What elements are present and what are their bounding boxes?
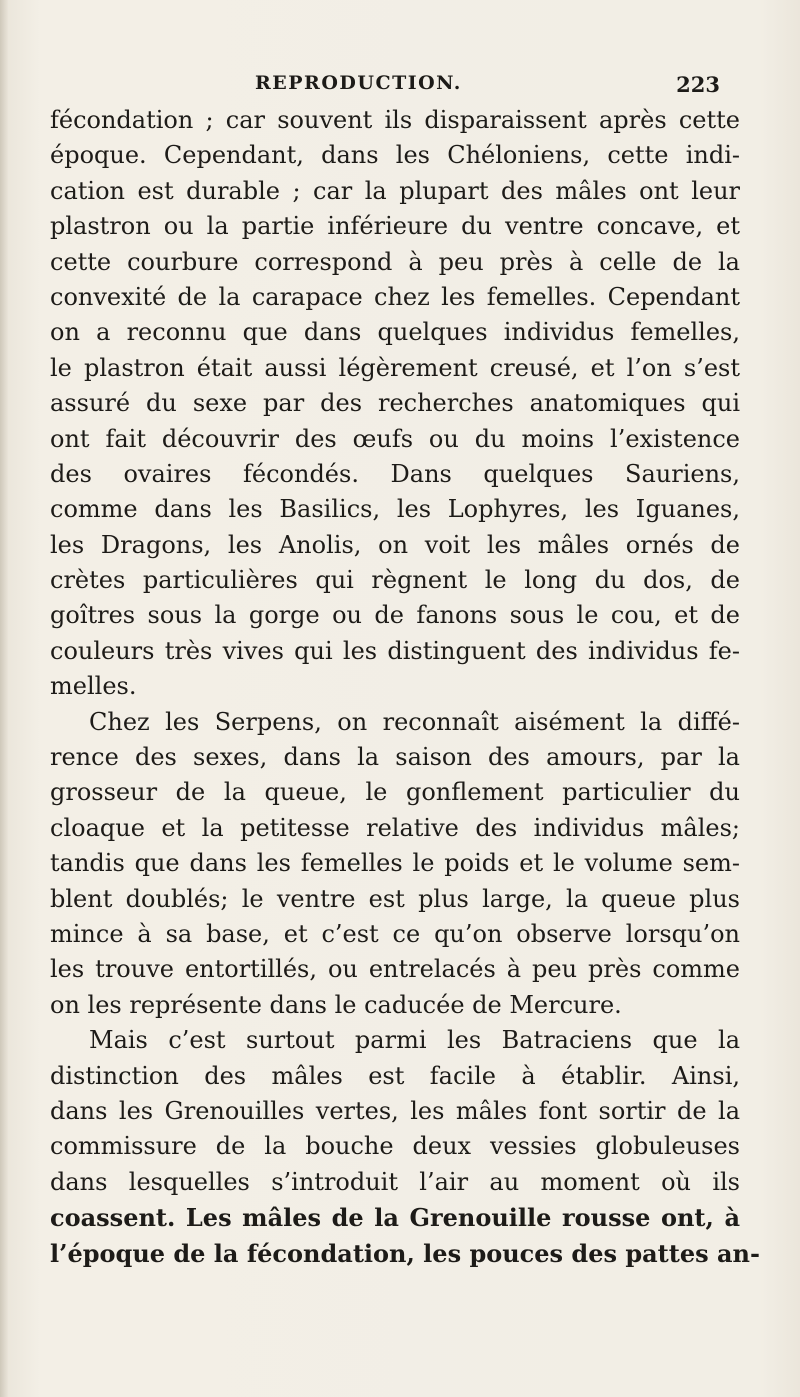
text-line: plastron ou la partie inférieure du ventre concave, et: [50, 212, 740, 241]
text-line: blent doublés; le ventre est plus large, la queue plus: [50, 884, 740, 913]
page-spine-shadow: [0, 0, 8, 1397]
page-header: [255, 72, 720, 102]
body-text: [50, 103, 760, 1271]
text-line: cloaque et la petitesse relative des individus mâles;: [50, 813, 740, 842]
text-line: convexité de la carapace chez les femelles. Cependant: [50, 282, 740, 311]
text-line: cation est durable ; car la plupart des mâles ont leur: [50, 176, 740, 205]
text-line: commissure de la bouche deux vessies globuleuses: [50, 1132, 740, 1161]
text-line: des ovaires fécondés. Dans quelques Sauriens,: [50, 459, 740, 488]
text-line: coassent. Les mâles de la Grenouille rousse ont, à: [50, 1203, 740, 1233]
text-line: Mais c’est surtout parmi les Batraciens que la: [89, 1026, 740, 1055]
text-line: goîtres sous la gorge ou de fanons sous le cou, et de: [50, 601, 740, 630]
text-line: grosseur de la queue, le gonflement particulier du: [50, 778, 740, 807]
text-line: on a reconnu que dans quelques individus femelles,: [50, 318, 740, 347]
text-line: cette courbure correspond à peu près à celle de la: [50, 247, 740, 276]
text-line: rence des sexes, dans la saison des amours, par la: [50, 743, 740, 772]
text-line: on les représente dans le caducée de Mercure.: [50, 990, 622, 1019]
text-line: époque. Cependant, dans les Chéloniens, cette indi-: [50, 141, 740, 170]
text-line: mince à sa base, et c’est ce qu’on observe lorsqu’on: [50, 919, 740, 948]
text-line: l’époque de la fécondation, les pouces des pattes an-: [50, 1238, 760, 1268]
text-line: ont fait découvrir des œufs ou du moins l’existence: [50, 424, 740, 453]
text-line: dans les Grenouilles vertes, les mâles font sortir de la: [50, 1096, 740, 1125]
text-line: le plastron était aussi légèrement creusé, et l’on s’est: [50, 353, 740, 382]
text-line: tandis que dans les femelles le poids et le volume sem-: [50, 849, 740, 878]
text-line: distinction des mâles est facile à établir. Ainsi,: [50, 1061, 740, 1090]
page-number: 223: [676, 72, 720, 97]
text-line: melles.: [50, 672, 137, 701]
text-line: comme dans les Basilics, les Lophyres, les Iguanes,: [50, 495, 740, 524]
running-head: REPRODUCTION.: [255, 72, 462, 94]
text-line: fécondation ; car souvent ils disparaissent après cette: [50, 106, 740, 134]
text-line: couleurs très vives qui les distinguent des individus fe-: [50, 636, 740, 665]
text-line: crètes particulières qui règnent le long du dos, de: [50, 566, 740, 595]
text-line: assuré du sexe par des recherches anatomiques qui: [50, 389, 740, 418]
text-line: les Dragons, les Anolis, on voit les mâles ornés de: [50, 530, 740, 559]
text-line: les trouve entortillés, ou entrelacés à peu près comme: [50, 955, 740, 984]
text-line: dans lesquelles s’introduit l’air au moment où ils: [50, 1167, 740, 1196]
text-line: Chez les Serpens, on reconnaît aisément la diffé-: [89, 707, 740, 736]
